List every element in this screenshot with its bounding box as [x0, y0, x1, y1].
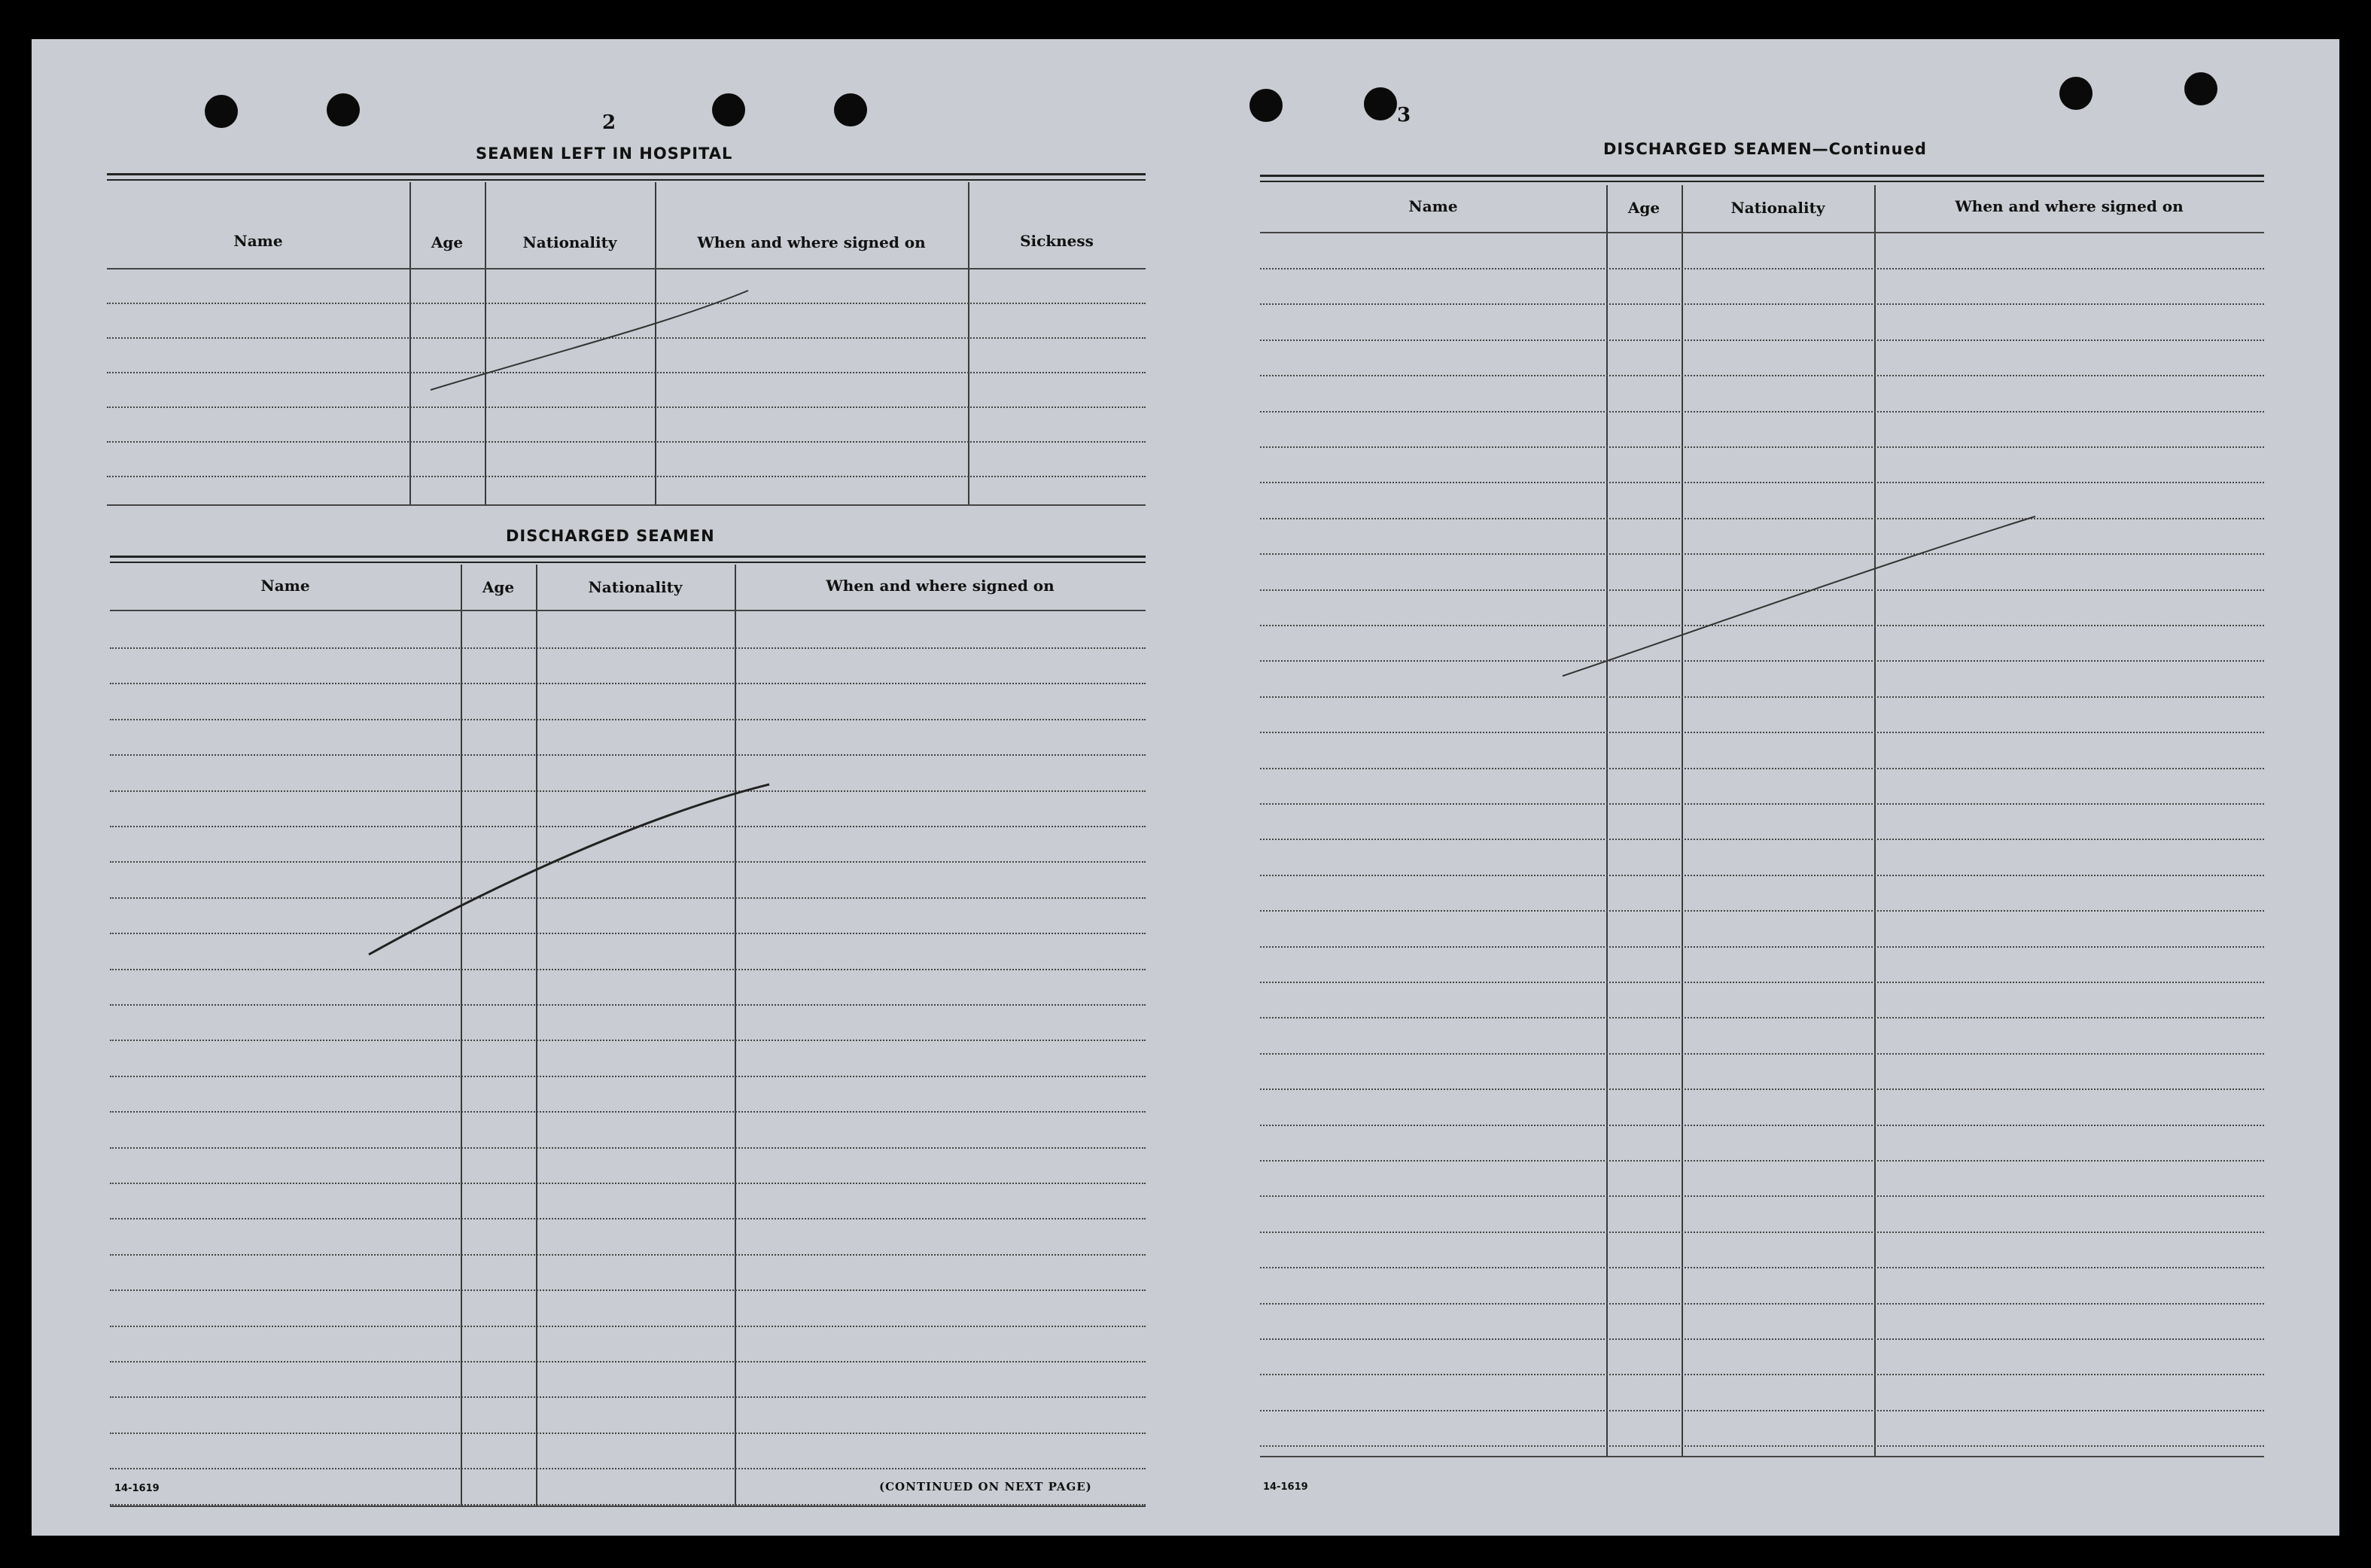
column-header-sickness: Sickness — [1020, 232, 1094, 250]
hospital-section-title: SEAMEN LEFT IN HOSPITAL — [476, 145, 733, 163]
column-header-nationality: Nationality — [588, 578, 683, 596]
page-number: 2 — [602, 111, 616, 134]
column-header-age: Age — [431, 233, 464, 251]
form-number: 14-1619 — [114, 1483, 160, 1494]
ledger-sheet — [32, 39, 2339, 1536]
discharged-continued-title: DISCHARGED SEAMEN—Continued — [1603, 140, 1927, 158]
column-header-age: Age — [1627, 199, 1660, 217]
column-header-when-where: When and where signed on — [1955, 197, 2184, 215]
cancel-stroke — [1206, 39, 2339, 1536]
cancel-stroke-discharged — [369, 784, 769, 955]
column-header-age: Age — [482, 578, 515, 596]
cancel-stroke — [32, 39, 1191, 1536]
column-header-when-where: When and where signed on — [826, 577, 1055, 595]
column-header-name: Name — [1408, 197, 1458, 215]
right-page — [1206, 39, 2339, 1536]
column-header-name: Name — [260, 577, 310, 595]
discharged-section-title: DISCHARGED SEAMEN — [506, 527, 715, 545]
cancel-stroke-continued — [1563, 516, 2035, 676]
column-header-name: Name — [233, 232, 283, 250]
left-page — [32, 39, 1191, 1536]
cancel-stroke-hospital — [431, 291, 748, 390]
page-number: 3 — [1397, 104, 1411, 126]
column-header-when-where: When and where signed on — [697, 233, 926, 251]
column-header-nationality: Nationality — [1730, 199, 1825, 217]
continued-note: (CONTINUED ON NEXT PAGE) — [879, 1480, 1092, 1493]
form-number: 14-1619 — [1263, 1481, 1308, 1493]
column-header-nationality: Nationality — [522, 233, 617, 251]
